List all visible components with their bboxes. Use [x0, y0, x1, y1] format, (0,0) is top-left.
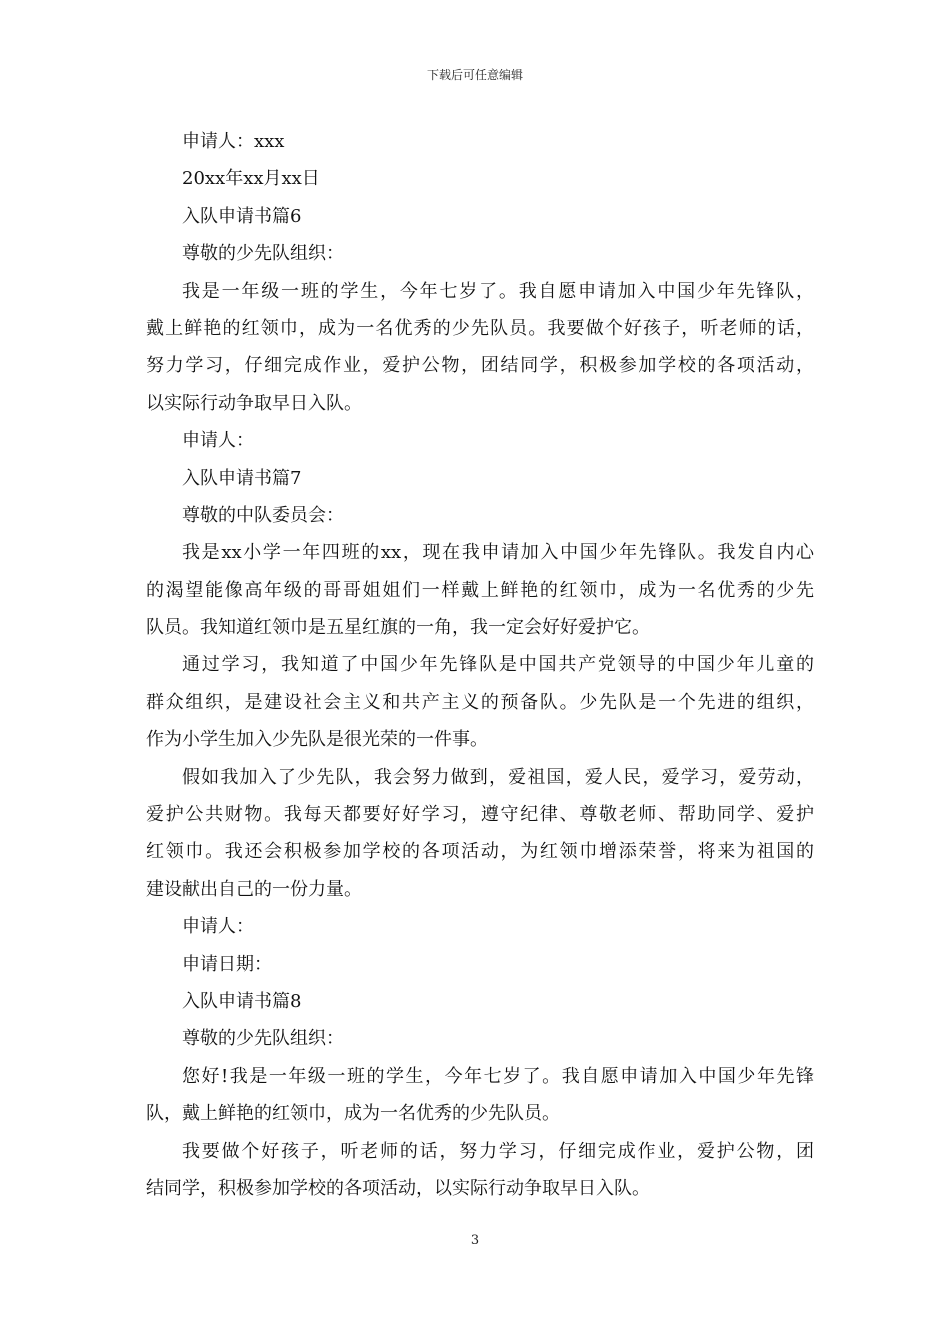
text-line: 入队申请书篇8 — [182, 990, 302, 1012]
text-line: 以实际行动争取早日入队。 — [146, 392, 362, 414]
header-note: 下载后可任意编辑 — [426, 68, 523, 82]
text-line: 努力学习，仔细完成作业，爱护公物，团结同学，积极参加学校的各项活动， — [146, 355, 814, 377]
text-line: 我是xx小学一年四班的xx，现在我申请加入中国少年先锋队。我发自内心 — [182, 542, 814, 564]
text-line: 申请人：xxx — [182, 131, 285, 152]
text-line: 队，戴上鲜艳的红领巾，成为一名优秀的少先队员。 — [146, 1103, 560, 1125]
text-line: 您好!我是一年级一班的学生，今年七岁了。我自愿申请加入中国少年先锋 — [182, 1065, 814, 1087]
text-line: 队员。我知道红领巾是五星红旗的一角，我一定会好好爱护它。 — [146, 617, 650, 639]
text-line: 申请日期： — [182, 953, 272, 975]
text-line: 结同学，积极参加学校的各项活动，以实际行动争取早日入队。 — [146, 1177, 650, 1199]
text-line: 爱护公共财物。我每天都要好好学习，遵守纪律、尊敬老师、帮助同学、爱护 — [146, 804, 814, 826]
text-line: 申请人： — [182, 430, 254, 452]
text-line: 群众组织，是建设社会主义和共产主义的预备队。少先队是一个先进的组织， — [146, 691, 814, 713]
text-line: 假如我加入了少先队，我会努力做到，爱祖国，爱人民，爱学习，爱劳动， — [182, 766, 814, 788]
text-line: 尊敬的少先队组织： — [182, 243, 344, 265]
page-number: 3 — [470, 1233, 480, 1248]
text-line: 建设献出自己的一份力量。 — [146, 878, 362, 900]
text-line: 尊敬的少先队组织： — [182, 1028, 344, 1050]
document-body — [146, 123, 814, 1207]
text-line: 作为小学生加入少先队是很光荣的一件事。 — [146, 729, 488, 751]
text-line: 通过学习，我知道了中国少年先锋队是中国共产党领导的中国少年儿童的 — [182, 654, 814, 676]
text-line: 红领巾。我还会积极参加学校的各项活动，为红领巾增添荣誉，将来为祖国的 — [146, 841, 814, 863]
text-line: 我要做个好孩子，听老师的话，努力学习，仔细完成作业，爱护公物，团 — [182, 1140, 814, 1162]
text-line: 的渴望能像高年级的哥哥姐姐们一样戴上鲜艳的红领巾，成为一名优秀的少先 — [146, 579, 814, 601]
text-line: 申请人： — [182, 916, 254, 938]
text-line: 入队申请书篇7 — [182, 467, 302, 489]
text-line: 戴上鲜艳的红领巾，成为一名优秀的少先队员。我要做个好孩子，听老师的话， — [146, 317, 814, 339]
text-line: 我是一年级一班的学生，今年七岁了。我自愿申请加入中国少年先锋队， — [182, 280, 814, 302]
text-line: 尊敬的中队委员会： — [182, 504, 344, 526]
text-line: 20xx年xx月xx日 — [182, 168, 320, 190]
text-line: 入队申请书篇6 — [182, 205, 302, 227]
